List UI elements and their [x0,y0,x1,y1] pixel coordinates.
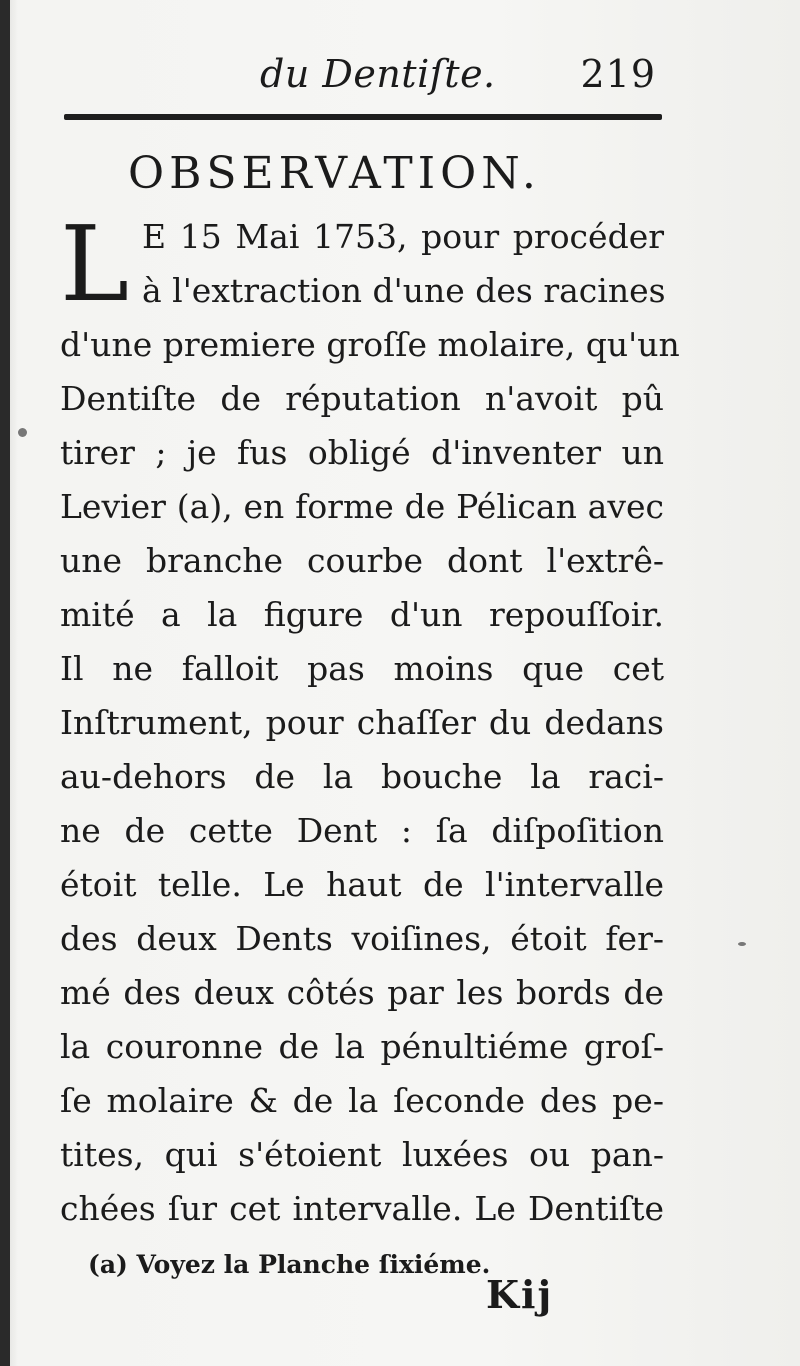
ink-speck [738,942,746,946]
text-line: mité a la figure d'un repouſſoir. [60,595,664,634]
text-line: étoit telle. Le haut de l'intervalle [60,865,664,904]
text-line: tirer ; je fus obligé d'inventer un [60,433,664,472]
text-line: des deux Dents voiſines, étoit fer- [60,919,664,958]
text-line: Il ne falloit pas moins que cet [60,649,664,688]
header-rule [64,114,662,120]
page-header [60,48,664,102]
text-line: la couronne de la pénultiéme groſ- [60,1027,664,1066]
text-line: chées ſur cet intervalle. Le Dentiſte [60,1189,664,1228]
text-line: à l'extraction d'une des racines [142,271,666,310]
text-line: ſe molaire & de la ſeconde des pe- [60,1081,664,1120]
running-head: du Dentiſte. [260,52,496,96]
drop-cap: L [60,203,130,325]
body-text [60,203,680,1236]
text-line: mé des deux côtés par les bords de [60,973,664,1012]
signature-mark: Kij [486,1272,554,1317]
text-line: ne de cette Dent : ſa diſpoſition [60,811,664,850]
text-line: tites, qui s'étoient luxées ou pan- [60,1135,664,1174]
text-line: E 15 Mai 1753, pour procéder [142,217,664,256]
section-title: OBSERVATION. [128,148,541,199]
footnote: (a) Voyez la Planche ſixiéme. [88,1250,491,1279]
page-edge-shadow [0,0,10,1366]
text-line: d'une premiere groſſe molaire, qu'un [60,325,680,364]
page-number: 219 [580,52,656,96]
text-line: Levier (a), en forme de Pélican avec [60,487,664,526]
text-line: Dentiſte de réputation n'avoit pû [60,379,664,418]
text-line: une branche courbe dont l'extrê- [60,541,664,580]
ink-speck [18,428,27,437]
text-line: Inſtrument, pour chaſſer du dedans [60,703,664,742]
text-line: au-dehors de la bouche la raci- [60,757,664,796]
